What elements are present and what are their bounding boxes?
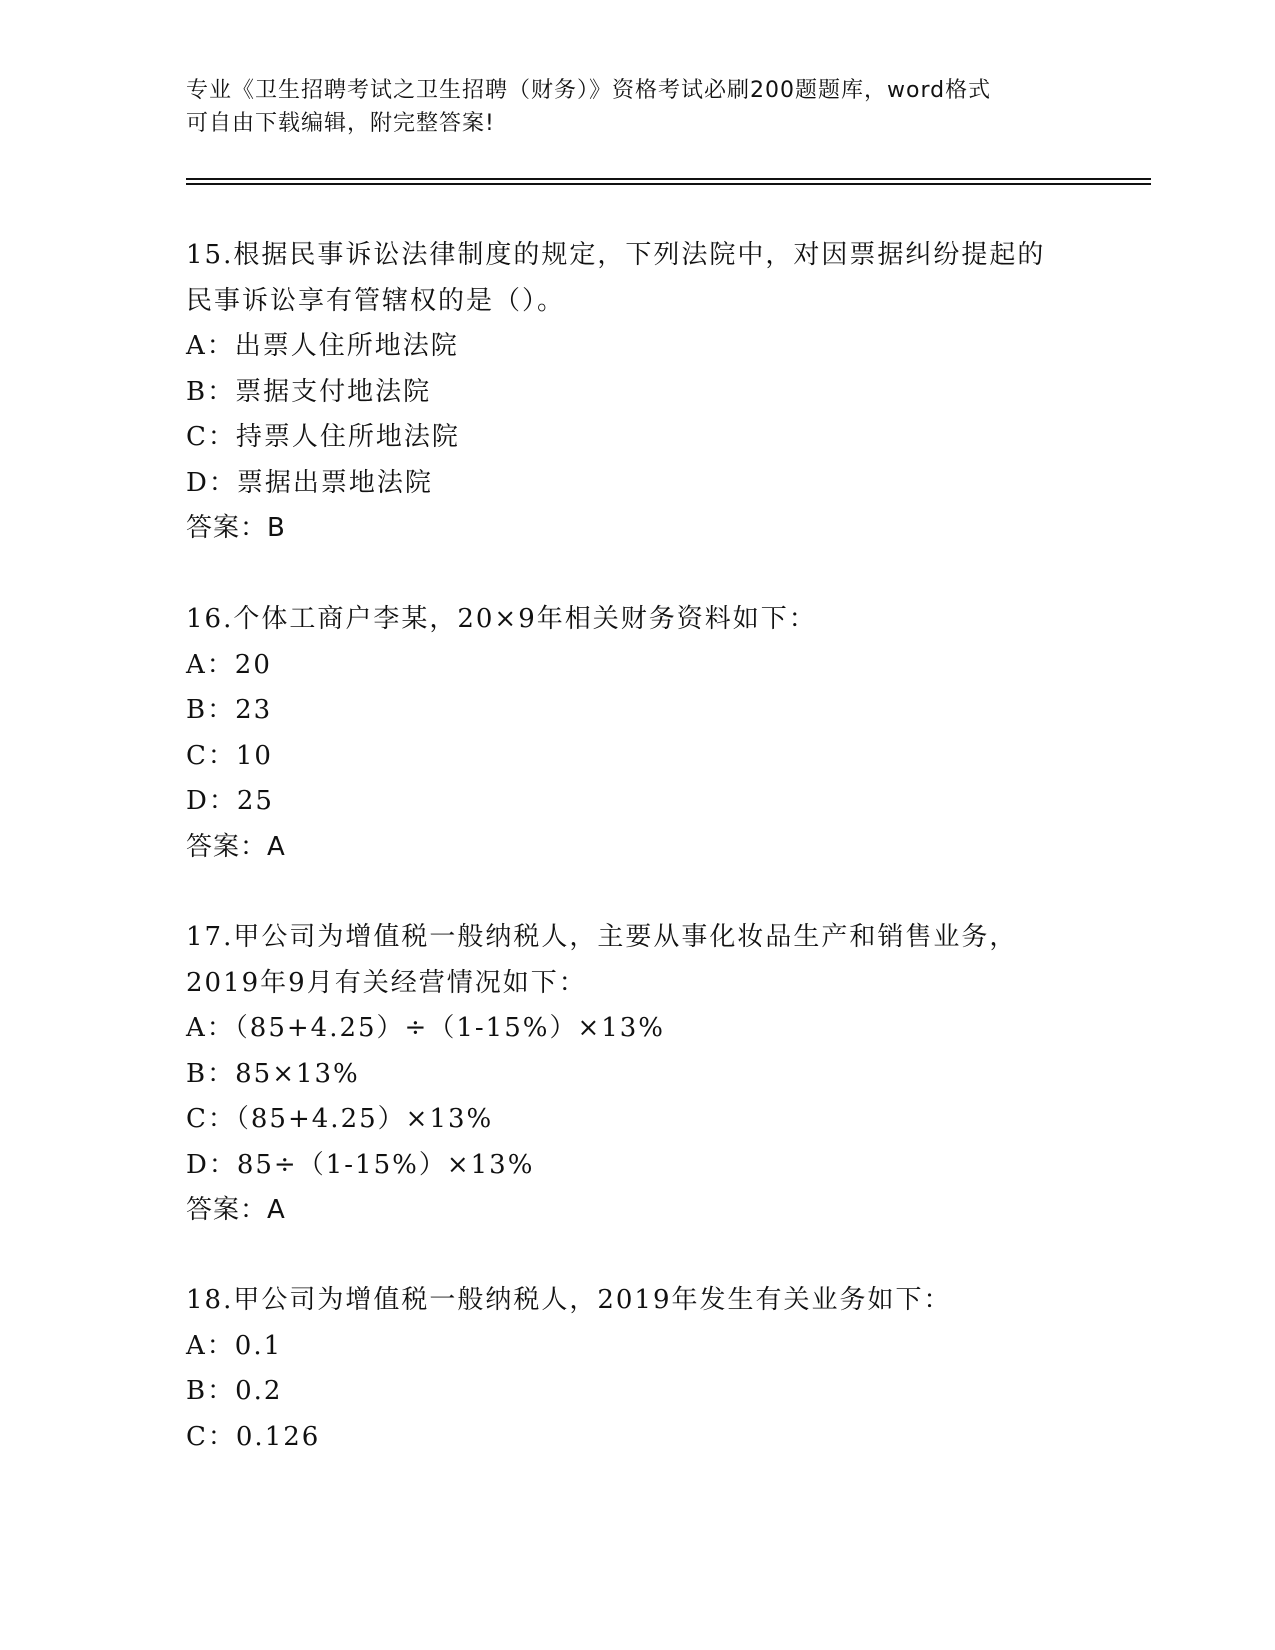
question-16 xyxy=(186,597,1086,870)
option-b: B：85×13% xyxy=(186,1058,360,1089)
question-stem-line: 17.甲公司为增值税一般纳税人，主要从事化妆品生产和销售业务， xyxy=(186,922,1018,952)
question-17 xyxy=(186,915,1086,1234)
header-divider-bottom xyxy=(186,183,1151,185)
question-stem-line: 16.个体工商户李某，20×9年相关财务资料如下： xyxy=(186,604,817,634)
option-a: A：0.1 xyxy=(186,1330,283,1361)
option-d: D：25 xyxy=(186,786,274,816)
header-line-2: 可自由下载编辑，附完整答案! xyxy=(186,111,495,136)
option-c: C：10 xyxy=(186,740,273,771)
question-stem-line: 15.根据民事诉讼法律制度的规定，下列法院中，对因票据纠纷提起的 xyxy=(186,240,1046,270)
question-18 xyxy=(186,1278,1086,1460)
question-stem-line: 18.甲公司为增值税一般纳税人，2019年发生有关业务如下： xyxy=(186,1285,952,1315)
option-a: A：（85+4.25）÷（1-15%）×13% xyxy=(186,1013,666,1043)
option-c: C：（85+4.25）×13% xyxy=(186,1104,494,1134)
document-header xyxy=(186,74,1066,140)
answer-line: 答案：B xyxy=(186,513,286,543)
question-stem-line: 民事诉讼享有管辖权的是（）。 xyxy=(186,285,566,316)
answer-line: 答案：A xyxy=(186,1195,286,1225)
option-a: A：20 xyxy=(186,649,272,680)
option-d: D：票据出票地法院 xyxy=(186,467,433,498)
option-b: B：票据支付地法院 xyxy=(186,376,432,407)
option-d: D：85÷（1-15%）×13% xyxy=(186,1149,535,1180)
answer-line: 答案：A xyxy=(186,831,286,862)
question-15 xyxy=(186,233,1086,552)
option-a: A：出票人住所地法院 xyxy=(186,331,459,361)
header-line-1: 专业《卫生招聘考试之卫生招聘（财务）》资格考试必刷200题题库，word格式 xyxy=(186,78,992,103)
option-b: B：23 xyxy=(186,695,273,725)
question-stem-line: 2019年9月有关经营情况如下： xyxy=(186,967,587,998)
option-c: C：0.126 xyxy=(186,1421,321,1452)
option-b: B：0.2 xyxy=(186,1376,283,1406)
header-divider-top xyxy=(186,178,1151,180)
option-c: C：持票人住所地法院 xyxy=(186,422,460,452)
